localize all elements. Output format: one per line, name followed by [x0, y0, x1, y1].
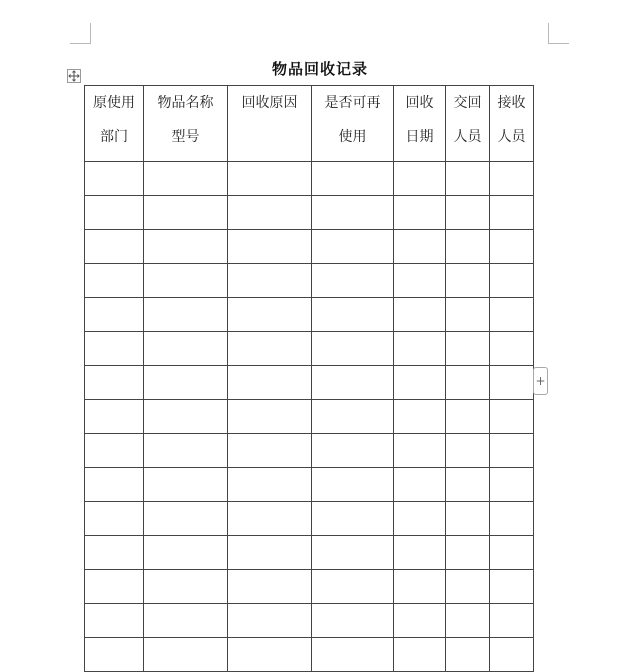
page-corner-mark-top-left [70, 23, 91, 44]
table-cell[interactable] [312, 604, 394, 638]
table-cell[interactable] [144, 502, 228, 536]
table-cell[interactable] [85, 638, 144, 672]
table-cell[interactable] [228, 502, 312, 536]
table-cell[interactable] [446, 264, 490, 298]
table-cell[interactable] [446, 400, 490, 434]
header-text-line: 接收 [497, 95, 526, 111]
table-cell[interactable] [394, 604, 446, 638]
header-cell-item-name-model[interactable] [144, 86, 228, 162]
table-cell[interactable] [394, 570, 446, 604]
table-cell[interactable] [85, 502, 144, 536]
table-row [85, 638, 534, 672]
table-cell[interactable] [490, 400, 534, 434]
header-cell-recovery-date[interactable] [394, 86, 446, 162]
header-cell-returned-by[interactable] [446, 86, 490, 162]
table-cell[interactable] [312, 400, 394, 434]
table-header-row [85, 86, 534, 162]
table-cell[interactable] [394, 502, 446, 536]
table-cell[interactable] [85, 264, 144, 298]
table-row [85, 536, 534, 570]
table-cell[interactable] [228, 570, 312, 604]
table-cell[interactable] [394, 298, 446, 332]
header-text-line: 使用 [338, 129, 367, 145]
table-cell[interactable] [490, 196, 534, 230]
table-cell[interactable] [228, 638, 312, 672]
header-cell-reusable[interactable] [312, 86, 394, 162]
table-cell[interactable] [228, 196, 312, 230]
table-cell[interactable] [490, 604, 534, 638]
table-cell[interactable] [144, 570, 228, 604]
table-cell[interactable] [228, 468, 312, 502]
header-text-line [228, 127, 311, 161]
table-cell[interactable] [490, 298, 534, 332]
table-cell[interactable] [85, 162, 144, 196]
table-row [85, 434, 534, 468]
add-column-button[interactable]: + [533, 367, 548, 395]
table-cell[interactable] [85, 570, 144, 604]
table-cell[interactable] [394, 332, 446, 366]
table-cell[interactable] [312, 366, 394, 400]
table-cell[interactable] [144, 196, 228, 230]
table-cell[interactable] [446, 230, 490, 264]
table-cell[interactable] [312, 298, 394, 332]
table-cell[interactable] [446, 604, 490, 638]
table-cell[interactable] [85, 196, 144, 230]
table-cell[interactable] [394, 366, 446, 400]
table-cell[interactable] [394, 638, 446, 672]
table-cell[interactable] [228, 298, 312, 332]
table-cell[interactable] [85, 230, 144, 264]
table-cell[interactable] [490, 536, 534, 570]
move-arrows-icon [68, 70, 80, 82]
header-cell-recovery-reason[interactable] [228, 86, 312, 162]
header-text-line: 人员 [453, 129, 482, 145]
table-cell[interactable] [312, 638, 394, 672]
table-cell[interactable] [312, 468, 394, 502]
table-cell[interactable] [85, 366, 144, 400]
table-cell[interactable] [312, 502, 394, 536]
table-cell[interactable] [228, 434, 312, 468]
header-text-line: 部门 [100, 129, 128, 145]
table-row [85, 230, 534, 264]
page-corner-mark-top-right [548, 23, 569, 44]
table-cell[interactable] [312, 264, 394, 298]
table-cell[interactable] [144, 162, 228, 196]
table-cell[interactable] [394, 196, 446, 230]
table-cell[interactable] [228, 332, 312, 366]
header-text-line: 型号 [171, 129, 200, 145]
table-cell[interactable] [85, 434, 144, 468]
header-text-line: 回收原因 [241, 95, 298, 111]
table-row [85, 196, 534, 230]
table-cell[interactable] [446, 502, 490, 536]
table-cell[interactable] [85, 332, 144, 366]
table-cell[interactable] [144, 638, 228, 672]
table-cell[interactable] [490, 332, 534, 366]
table-cell[interactable] [490, 638, 534, 672]
table-cell[interactable] [144, 264, 228, 298]
table-cell[interactable] [394, 468, 446, 502]
header-text-line: 回收 [405, 95, 434, 111]
document-title: 物品回收记录 [271, 60, 368, 78]
table-cell[interactable] [446, 298, 490, 332]
table-cell[interactable] [490, 230, 534, 264]
table-cell[interactable] [85, 536, 144, 570]
table-cell[interactable] [312, 196, 394, 230]
table-cell[interactable] [144, 434, 228, 468]
table-cell[interactable] [446, 536, 490, 570]
table-cell[interactable] [312, 536, 394, 570]
table-row [85, 332, 534, 366]
table-cell[interactable] [394, 434, 446, 468]
table-cell[interactable] [144, 604, 228, 638]
table-cell[interactable] [490, 502, 534, 536]
table-cell[interactable] [228, 536, 312, 570]
table-row [85, 264, 534, 298]
table-cell[interactable] [312, 230, 394, 264]
table-cell[interactable] [446, 196, 490, 230]
table-cell[interactable] [394, 230, 446, 264]
table-cell[interactable] [394, 162, 446, 196]
header-text-line: 交回 [453, 95, 482, 111]
table-cell[interactable] [490, 162, 534, 196]
table-row [85, 162, 534, 196]
table-cell[interactable] [490, 434, 534, 468]
table-cell[interactable] [490, 468, 534, 502]
recovery-record-table [84, 85, 534, 672]
table-row [85, 604, 534, 638]
table-row [85, 298, 534, 332]
table-cell[interactable] [228, 366, 312, 400]
table-cell[interactable] [228, 400, 312, 434]
table-row [85, 400, 534, 434]
table-cell[interactable] [144, 400, 228, 434]
header-cell-received-by[interactable] [490, 86, 534, 162]
table-row [85, 570, 534, 604]
table-cell[interactable] [144, 468, 228, 502]
table-cell[interactable] [144, 366, 228, 400]
table-cell[interactable] [490, 570, 534, 604]
header-text-line: 原使用 [93, 95, 135, 111]
table-cell[interactable] [446, 638, 490, 672]
table-cell[interactable] [85, 604, 144, 638]
table-cell[interactable] [394, 536, 446, 570]
table-cell[interactable] [446, 332, 490, 366]
table-cell[interactable] [144, 298, 228, 332]
table-cell[interactable] [446, 570, 490, 604]
table-cell[interactable] [446, 434, 490, 468]
table-cell[interactable] [312, 332, 394, 366]
header-text-line: 是否可再 [324, 95, 381, 111]
header-cell-original-department[interactable] [85, 86, 144, 162]
table-cell[interactable] [490, 264, 534, 298]
header-text-line: 日期 [405, 129, 434, 145]
table-cell[interactable] [446, 366, 490, 400]
table-cell[interactable] [394, 264, 446, 298]
table-move-handle[interactable] [67, 69, 81, 83]
table-cell[interactable] [312, 434, 394, 468]
table-cell[interactable] [85, 400, 144, 434]
table-cell[interactable] [144, 332, 228, 366]
table-cell[interactable] [312, 162, 394, 196]
table-cell[interactable] [144, 536, 228, 570]
table-row [85, 366, 534, 400]
table-cell[interactable] [228, 264, 312, 298]
table-cell[interactable] [312, 570, 394, 604]
table-row [85, 502, 534, 536]
table-cell[interactable] [394, 400, 446, 434]
header-text-line: 人员 [497, 129, 526, 145]
table-cell[interactable] [446, 162, 490, 196]
table-cell[interactable] [228, 604, 312, 638]
table-cell[interactable] [490, 366, 534, 400]
table-cell[interactable] [85, 468, 144, 502]
table-row [85, 468, 534, 502]
header-text-line: 物品名称 [157, 95, 214, 111]
table-cell[interactable] [446, 468, 490, 502]
table-cell[interactable] [228, 162, 312, 196]
table-cell[interactable] [85, 298, 144, 332]
table-cell[interactable] [144, 230, 228, 264]
table-cell[interactable] [228, 230, 312, 264]
